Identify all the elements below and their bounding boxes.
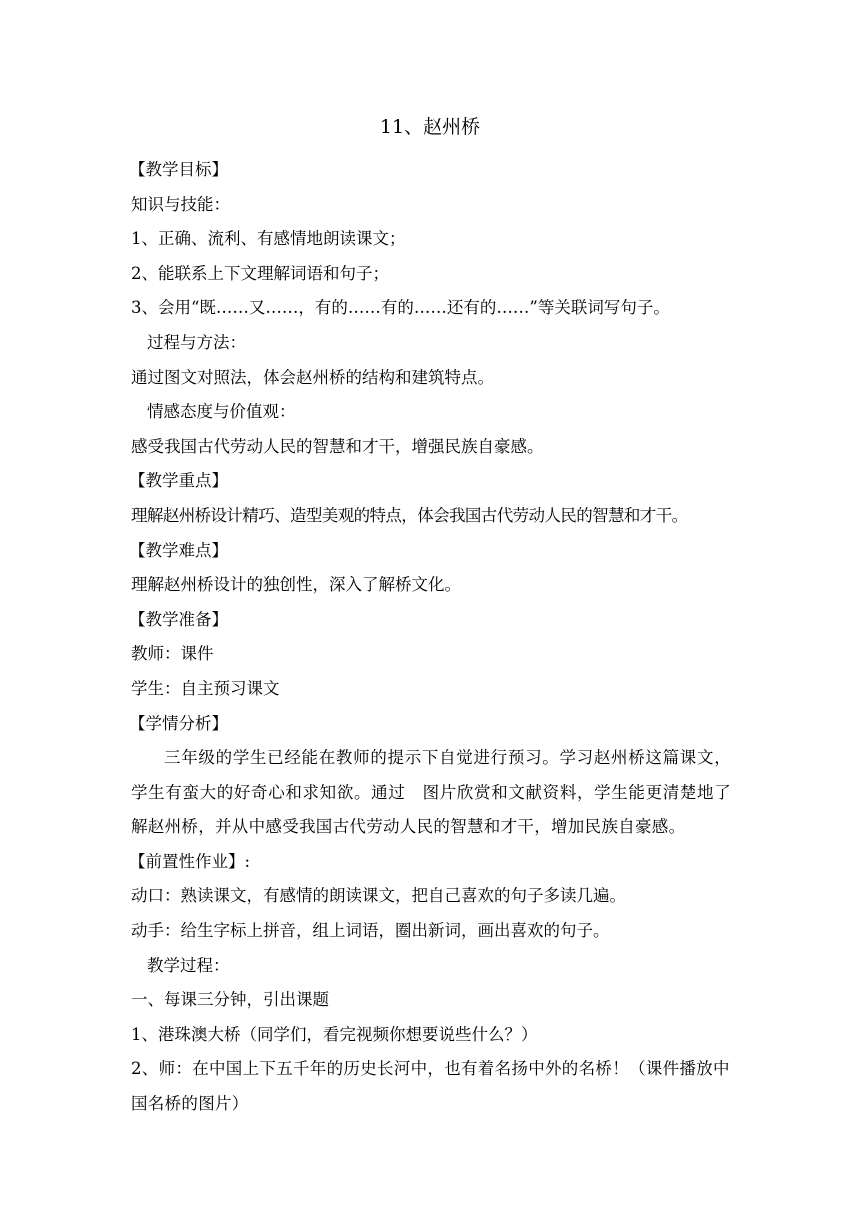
emotion-value-label: 情感态度与价值观：: [147, 402, 296, 422]
procedure-step-1-2: 2、师：在中国上下五千年的历史长河中，也有着名扬中外的名桥！（课件播放中国名桥的图片）: [131, 1059, 730, 1114]
procedure-step-1-1: 1、港珠澳大桥（同学们，看完视频你想要说些什么？）: [131, 1024, 538, 1044]
goal-item-3: 3、会用“既……又……，有的……有的……还有的……”等关联词写句子。: [131, 298, 670, 318]
teaching-procedure-label: 教学过程：: [147, 955, 230, 975]
learner-analysis-text: 三年级的学生已经能在教师的提示下自觉进行预习。学习赵州桥这篇课文，学生有蛮大的好奇心和求知欲。通过 图片欣赏和文献资料，学生能更清楚地了解赵州桥，并从中感受我国古代劳动人民的智慧和才干，增加民族自豪感。: [131, 748, 731, 837]
heading-key-points: 【教学重点】: [129, 471, 228, 491]
key-points-text: 理解赵州桥设计精巧、造型美观的特点，体会我国古代劳动人民的智慧和才干。: [131, 505, 688, 525]
heading-preparation: 【教学准备】: [129, 609, 228, 629]
preparation-teacher: 教师：课件: [131, 644, 214, 664]
procedure-step-1: 一、每课三分钟，引出课题: [131, 990, 329, 1010]
heading-pre-homework: 【前置性作业】:: [129, 851, 251, 871]
homework-hand: 动手：给生字标上拼音，组上词语，圈出新词，画出喜欢的句子。: [131, 921, 610, 941]
knowledge-skills-label: 知识与技能：: [131, 194, 230, 214]
heading-learner-analysis: 【学情分析】: [129, 713, 228, 733]
process-method-label: 过程与方法：: [147, 332, 246, 352]
document-body: [131, 153, 731, 1122]
difficulties-text: 理解赵州桥设计的独创性，深入了解桥文化。: [131, 575, 461, 595]
goal-item-2: 2、能联系上下文理解词语和句子；: [131, 263, 389, 283]
emotion-value-text: 感受我国古代劳动人民的智慧和才干，增强民族自豪感。: [131, 436, 544, 456]
goal-item-1: 1、正确、流利、有感情地朗读课文；: [131, 229, 406, 249]
process-method-text: 通过图文对照法，体会赵州桥的结构和建筑特点。: [131, 367, 494, 387]
document-title: 11、赵州桥: [379, 116, 481, 138]
preparation-student: 学生：自主预习课文: [131, 678, 280, 698]
heading-teaching-goals: 【教学目标】: [129, 160, 228, 179]
homework-mouth: 动口：熟读课文，有感情的朗读课文，把自己喜欢的句子多读几遍。: [131, 886, 626, 906]
heading-difficulties: 【教学难点】: [129, 540, 228, 560]
